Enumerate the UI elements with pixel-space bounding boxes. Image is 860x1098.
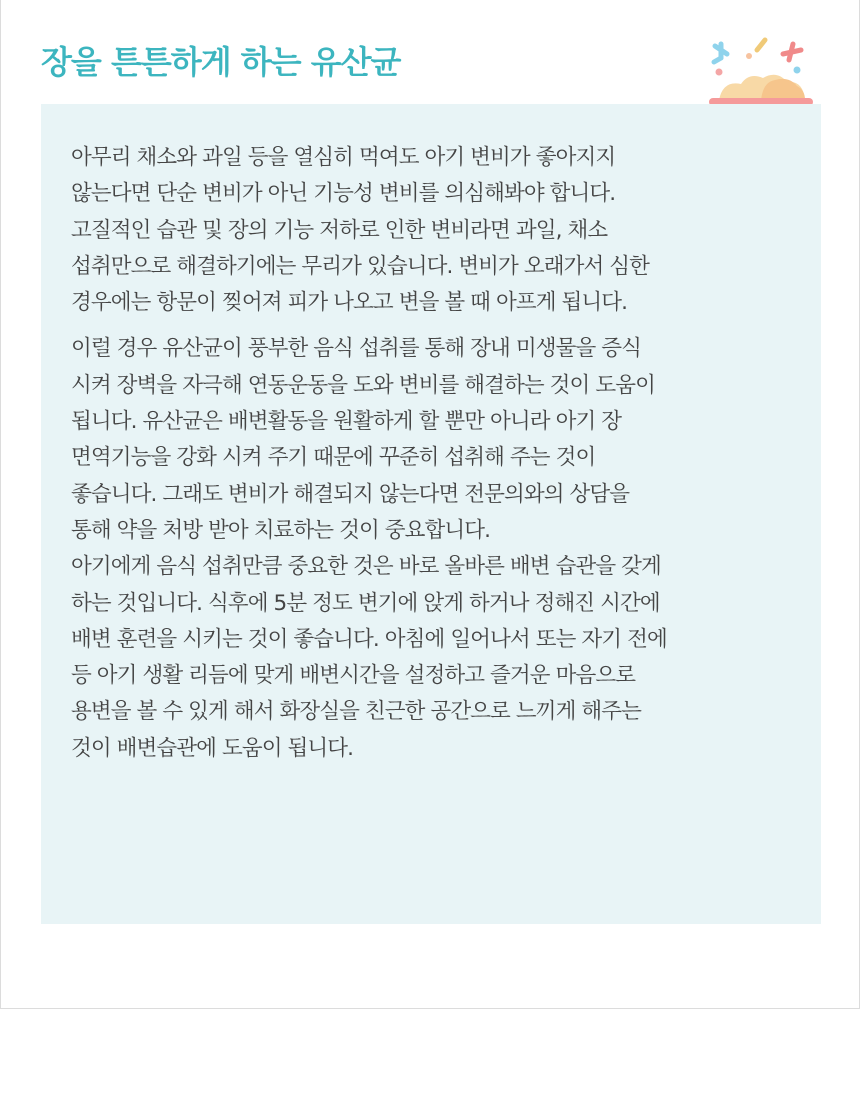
text-line: 됩니다. 유산균은 배변활동을 원활하게 할 뿐만 아니라 아기 장 [71, 409, 622, 435]
text-line: 아기에게 음식 섭취만큼 중요한 것은 바로 올바른 배변 습관을 갖게 [71, 554, 661, 580]
text-line: 이럴 경우 유산균이 풍부한 음식 섭취를 통해 장내 미생물을 증식 [71, 336, 642, 362]
text-line: 시켜 장벽을 자극해 연동운동을 도와 변비를 해결하는 것이 도움이 [71, 372, 655, 398]
paragraph-2 [71, 331, 793, 767]
article-content-box [41, 104, 821, 924]
text-line: 등 아기 생활 리듬에 맞게 배변시간을 설정하고 즐거운 마음으로 [71, 663, 636, 689]
text-line: 하는 것입니다. 식후에 5분 정도 변기에 앉게 하거나 정해진 시간에 [71, 590, 660, 616]
text-line: 면역기능을 강화 시켜 주기 때문에 꾸준히 섭취해 주는 것이 [71, 445, 596, 471]
article-title: 장을 튼튼하게 하는 유산균 [41, 43, 401, 81]
text-line: 것이 배변습관에 도움이 됩니다. [71, 735, 354, 761]
text-line: 좋습니다. 그래도 변비가 해결되지 않는다면 전문의와의 상담을 [71, 481, 630, 507]
text-line: 배변 훈련을 시키는 것이 좋습니다. 아침에 일어나서 또는 자기 전에 [71, 626, 667, 652]
text-line: 경우에는 항문이 찢어져 피가 나오고 변을 볼 때 아프게 됩니다. [71, 290, 628, 316]
text-line: 용변을 볼 수 있게 해서 화장실을 친근한 공간으로 느끼게 해주는 [71, 699, 642, 725]
text-line: 섭취만으로 해결하기에는 무리가 있습니다. 변비가 오래가서 심한 [71, 253, 650, 279]
text-line: 고질적인 습관 및 장의 기능 저하로 인한 변비라면 과일, 채소 [71, 217, 608, 243]
text-line: 않는다면 단순 변비가 아닌 기능성 변비를 의심해봐야 합니다. [71, 181, 616, 207]
text-line: 아무리 채소와 과일 등을 열심히 먹여도 아기 변비가 좋아지지 [71, 145, 616, 170]
paragraph-1 [71, 140, 793, 321]
text-line: 통해 약을 처방 받아 치료하는 것이 중요합니다. [71, 517, 491, 543]
